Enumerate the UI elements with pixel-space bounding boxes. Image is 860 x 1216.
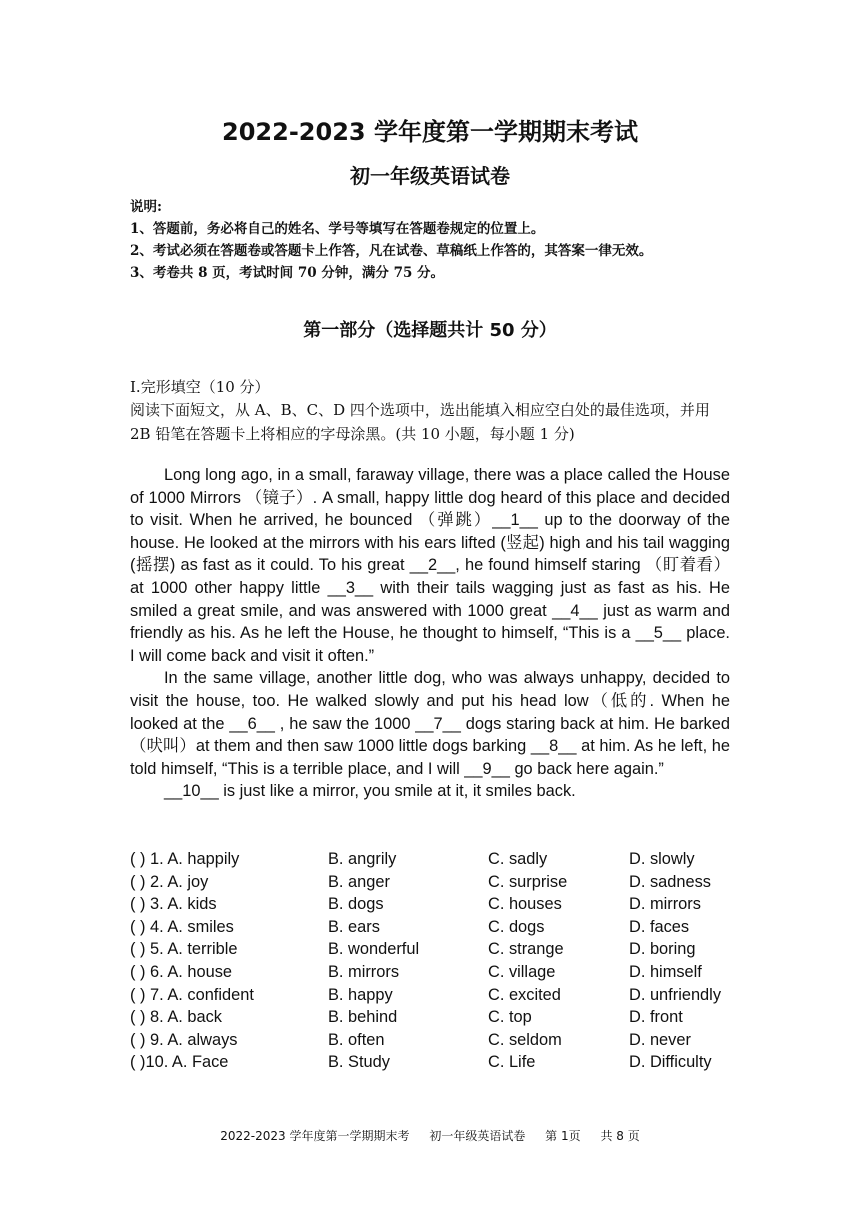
note-item: 2、考试必须在答题卷或答题卡上作答，凡在试卷、草稿纸上作答的，其答案一律无效。 [130, 243, 653, 259]
section-instructions: 阅读下面短文，从 A、B、C、D 四个选项中，选出能填入相应空白处的最佳选项，并用 2B 铅笔在答题卡上将相应的字母涂黑。(共 10 小题，每小题 1 分) [130, 401, 710, 443]
question-row [130, 938, 740, 961]
option-d: D. mirrors [629, 895, 701, 914]
passage-paragraph: __10__ is just like a mirror, you smile at it, it smiles back. [164, 782, 576, 801]
option-b: B. mirrors [328, 962, 400, 981]
option-c: C. houses [488, 895, 562, 914]
option-c: C. excited [488, 985, 561, 1004]
option-d: D. slowly [629, 850, 695, 868]
footer-total: 共 8 页 [600, 1129, 640, 1143]
option-a: ( ) 7. A. confident [130, 985, 254, 1004]
option-c: C. top [488, 1008, 532, 1027]
page-footer [0, 1127, 860, 1144]
instructions-notes [130, 196, 652, 284]
passage-paragraph: In the same village, another little dog, who was always unhappy, decided to visit the house, too. He walked slowly and put his head low（低的. When he looked at the __6__ , he saw the 1000 __7__ dogs staring back at him. He barked （吠叫）at them and then saw 1000 little dogs barking __8__ at him. As he left, he told himself, “This is a terrible place, and I will __9__ go back here again.” [130, 669, 730, 778]
question-row [130, 1029, 740, 1052]
question-row [130, 871, 740, 894]
option-a: ( ) 4. A. smiles [130, 917, 234, 936]
question-row [130, 984, 740, 1007]
passage-paragraph: Long long ago, in a small, faraway village, there was a place called the House of 1000 Mirrors （镜子）. A small, happy little dog heard of this place and decided to visit. When he arrived, he bounced （弹跳）__1__ up to the doorway of the house. He looked at the mirrors with his ears lifted (竖起) high and his tail wagging (摇摆) as fast as it could. To his great __2__, he found himself staring （盯着看）at 1000 other happy little __3__ with their tails wagging just as fast as his. He smiled a great smile, and was answered with 1000 great __4__ just as warm and friendly as his. As he left the House, he thought to himself, “This is a __5__ place. I will come back and visit it often.” [130, 466, 730, 665]
notes-heading: 说明: [130, 199, 162, 215]
option-a: ( ) 3. A. kids [130, 895, 217, 914]
option-b: B. wonderful [328, 940, 420, 959]
option-b: B. angrily [328, 850, 397, 868]
option-a: ( ) 6. A. house [130, 962, 233, 981]
part-title: 第一部分（选择题共计 50 分） [303, 320, 557, 341]
option-a: ( ) 8. A. back [130, 1008, 223, 1027]
option-a: ( ) 9. A. always [130, 1030, 238, 1049]
option-b: B. happy [328, 985, 393, 1004]
cloze-passage [130, 464, 730, 803]
option-c: C. surprise [488, 872, 568, 891]
option-b: B. dogs [328, 895, 384, 914]
footer-paper: 初一年级英语试卷 [429, 1129, 526, 1143]
option-c: C. village [488, 962, 556, 981]
exam-subtitle: 初一年级英语试卷 [350, 164, 510, 188]
answer-options [130, 848, 740, 1074]
option-d: D. himself [629, 962, 702, 981]
footer-page: 第 1页 [545, 1129, 581, 1143]
note-item: 1、答题前，务必将自己的姓名、学号等填写在答题卷规定的位置上。 [130, 221, 545, 237]
option-a: ( )10. A. Face [130, 1053, 229, 1072]
question-row [130, 1051, 740, 1074]
option-d: D. front [629, 1008, 683, 1027]
option-c: C. Life [488, 1053, 536, 1072]
option-a: ( ) 5. A. terrible [130, 940, 238, 959]
note-item: 3、考卷共 8 页，考试时间 70 分钟，满分 75 分。 [130, 265, 445, 281]
exam-title: 2022-2023 学年度第一学期期末考试 [222, 118, 638, 146]
option-d: D. unfriendly [629, 985, 722, 1004]
option-d: D. sadness [629, 872, 711, 891]
option-d: D. Difficulty [629, 1053, 712, 1072]
option-d: D. never [629, 1030, 691, 1049]
option-b: B. anger [328, 872, 390, 891]
option-a: ( ) 2. A. joy [130, 872, 209, 891]
option-b: B. behind [328, 1008, 398, 1027]
option-c: C. dogs [488, 917, 545, 936]
option-b: B. Study [328, 1053, 390, 1072]
question-row [130, 893, 740, 916]
option-c: C. strange [488, 940, 564, 959]
section-title: Ⅰ.完形填空（10 分） [130, 378, 270, 396]
option-b: B. often [328, 1030, 385, 1049]
option-a: ( ) 1. A. happily [130, 850, 240, 868]
option-d: D. boring [629, 940, 696, 959]
question-row [130, 1006, 740, 1029]
question-row [130, 916, 740, 939]
footer-exam: 2022-2023 学年度第一学期期末考 [220, 1129, 410, 1143]
question-row [130, 961, 740, 984]
option-c: C. sadly [488, 850, 548, 868]
question-row [130, 848, 740, 871]
option-c: C. seldom [488, 1030, 562, 1049]
option-d: D. faces [629, 917, 690, 936]
option-b: B. ears [328, 917, 380, 936]
